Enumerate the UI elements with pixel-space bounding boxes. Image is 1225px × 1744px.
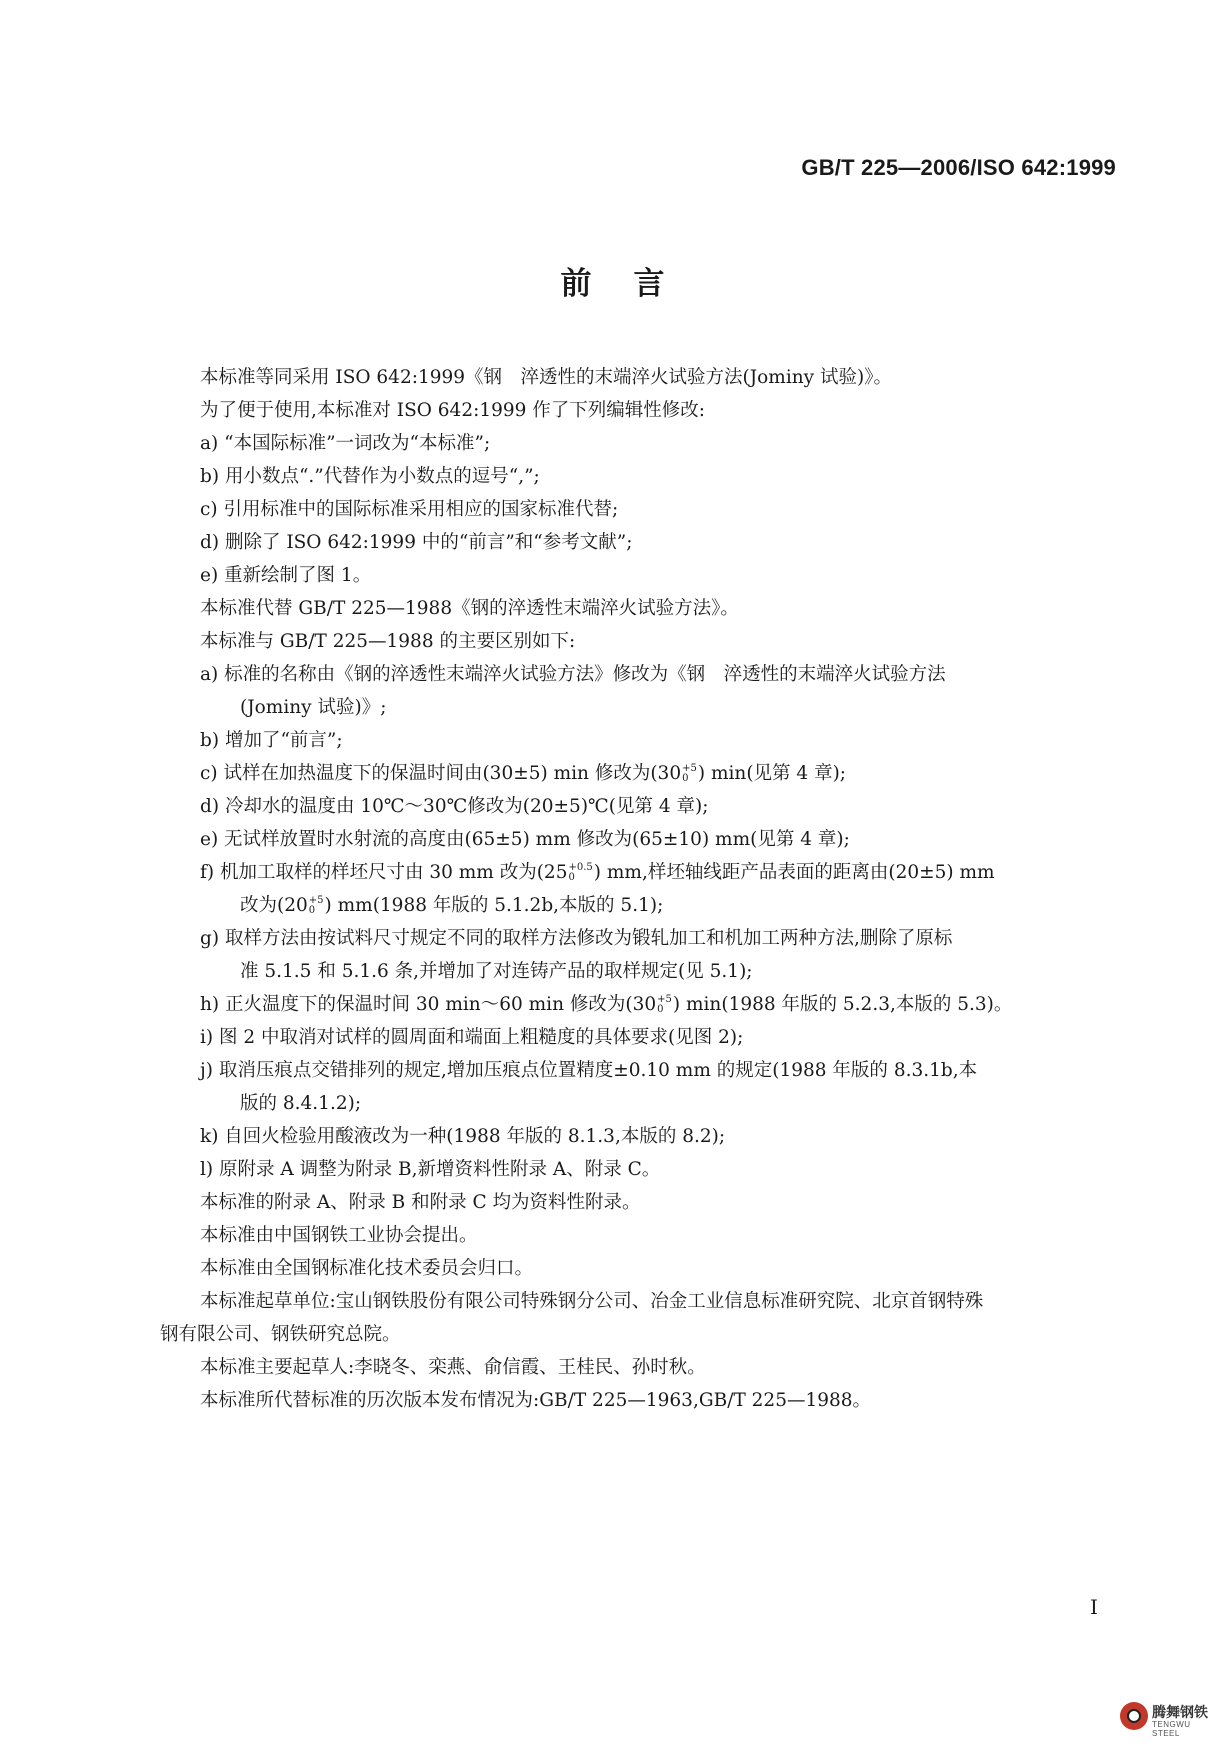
logo-text-cn: 腾舞钢铁 (1152, 1705, 1208, 1721)
list-item (200, 858, 995, 884)
tolerance-lower: 0 (657, 1004, 664, 1015)
list-item (200, 759, 846, 785)
tolerance-upper: +5 (308, 895, 324, 906)
tolerance (657, 995, 672, 1015)
paragraph: 本标准等同采用 ISO 642:1999《钢 淬透性的末端淬火试验方法(Jominy 试验)》。 (200, 367, 892, 388)
list-item-continuation: 版的 8.4.1.2); (240, 1093, 362, 1114)
list-item-continuation (240, 891, 663, 917)
list-item-continuation: (Jominy 试验)》; (240, 697, 387, 718)
list-item: a) 标准的名称由《钢的淬透性末端淬火试验方法》修改为《钢 淬透性的末端淬火试验方法 (200, 664, 946, 685)
list-item: b) 增加了“前言”; (200, 730, 343, 751)
tolerance-lower: 0 (682, 773, 689, 784)
list-item: e) 重新绘制了图 1。 (200, 565, 372, 586)
list-item: a) “本国际标准”一词改为“本标准”; (200, 433, 491, 454)
list-item: i) 图 2 中取消对试样的圆周面和端面上粗糙度的具体要求(见图 2); (200, 1027, 744, 1048)
list-item: k) 自回火检验用酸液改为一种(1988 年版的 8.1.3,本版的 8.2); (200, 1126, 726, 1147)
text-run: 改为(20 (240, 895, 308, 916)
brand-logo (1120, 1700, 1212, 1738)
paragraph: 本标准起草单位:宝山钢铁股份有限公司特殊钢分公司、冶金工业信息标准研究院、北京首钢特殊 (200, 1291, 984, 1312)
tolerance-upper: +5 (657, 994, 672, 1005)
list-item: d) 冷却水的温度由 10℃～30℃修改为(20±5)℃(见第 4 章); (200, 796, 709, 817)
tolerance (568, 863, 592, 883)
list-item: j) 取消压痕点交错排列的规定,增加压痕点位置精度±0.10 mm 的规定(1988 年版的 8.3.1b,本 (200, 1060, 978, 1081)
text-run: ) min(1988 年版的 5.2.3,本版的 5.3)。 (672, 994, 1013, 1015)
tolerance (682, 764, 697, 784)
text-run: ) mm(1988 年版的 5.1.2b,本版的 5.1); (324, 895, 664, 916)
text-run: ) mm,样坯轴线距产品表面的距离由(20±5) mm (593, 862, 995, 883)
logo-text-en: TENGWU STEEL (1152, 1720, 1191, 1738)
page-number: I (1090, 1595, 1098, 1619)
list-item: g) 取样方法由按试料尺寸规定不同的取样方法修改为锻轧加工和机加工两种方法,删除了原标 (200, 928, 953, 949)
list-item: e) 无试样放置时水射流的高度由(65±5) mm 修改为(65±10) mm(见第 4 章); (200, 829, 850, 850)
tolerance-upper: +5 (682, 763, 697, 774)
tolerance-upper: +0.5 (568, 862, 593, 873)
text-run: f) 机加工取样的样坯尺寸由 30 mm 改为(25 (200, 862, 568, 883)
paragraph-continuation: 钢有限公司、钢铁研究总院。 (160, 1324, 401, 1345)
tolerance-lower: 0 (308, 905, 316, 916)
paragraph: 本标准主要起草人:李晓冬、栾燕、俞信霞、王桂民、孙时秋。 (200, 1357, 706, 1378)
logo-icon (1120, 1702, 1148, 1730)
list-item: b) 用小数点“.”代替作为小数点的逗号“,”; (200, 466, 540, 487)
paragraph: 本标准与 GB/T 225—1988 的主要区别如下: (200, 631, 576, 652)
text-run: h) 正火温度下的保温时间 30 min～60 min 修改为(30 (200, 994, 657, 1015)
list-item: c) 引用标准中的国际标准采用相应的国家标准代替; (200, 499, 619, 520)
paragraph: 本标准代替 GB/T 225—1988《钢的淬透性末端淬火试验方法》。 (200, 598, 739, 619)
paragraph: 本标准所代替标准的历次版本发布情况为:GB/T 225—1963,GB/T 225—1988。 (200, 1390, 872, 1411)
page-title: 前言 (560, 266, 707, 302)
text-run: c) 试样在加热温度下的保温时间由(30±5) min 修改为(30 (200, 763, 682, 784)
standard-code: GB/T 225—2006/ISO 642:1999 (801, 155, 1116, 180)
paragraph: 本标准由全国钢标准化技术委员会归口。 (200, 1258, 534, 1279)
paragraph: 本标准的附录 A、附录 B 和附录 C 均为资料性附录。 (200, 1192, 641, 1213)
list-item (200, 990, 1012, 1016)
list-item: l) 原附录 A 调整为附录 B,新增资料性附录 A、附录 C。 (200, 1159, 661, 1180)
list-item-continuation: 准 5.1.5 和 5.1.6 条,并增加了对连铸产品的取样规定(见 5.1); (240, 961, 753, 982)
tolerance-lower: 0 (568, 872, 575, 883)
tolerance (309, 896, 324, 916)
list-item: d) 删除了 ISO 642:1999 中的“前言”和“参考文献”; (200, 532, 633, 553)
paragraph: 为了便于使用,本标准对 ISO 642:1999 作了下列编辑性修改: (200, 400, 706, 421)
paragraph: 本标准由中国钢铁工业协会提出。 (200, 1225, 478, 1246)
text-run: ) min(见第 4 章); (697, 763, 847, 784)
